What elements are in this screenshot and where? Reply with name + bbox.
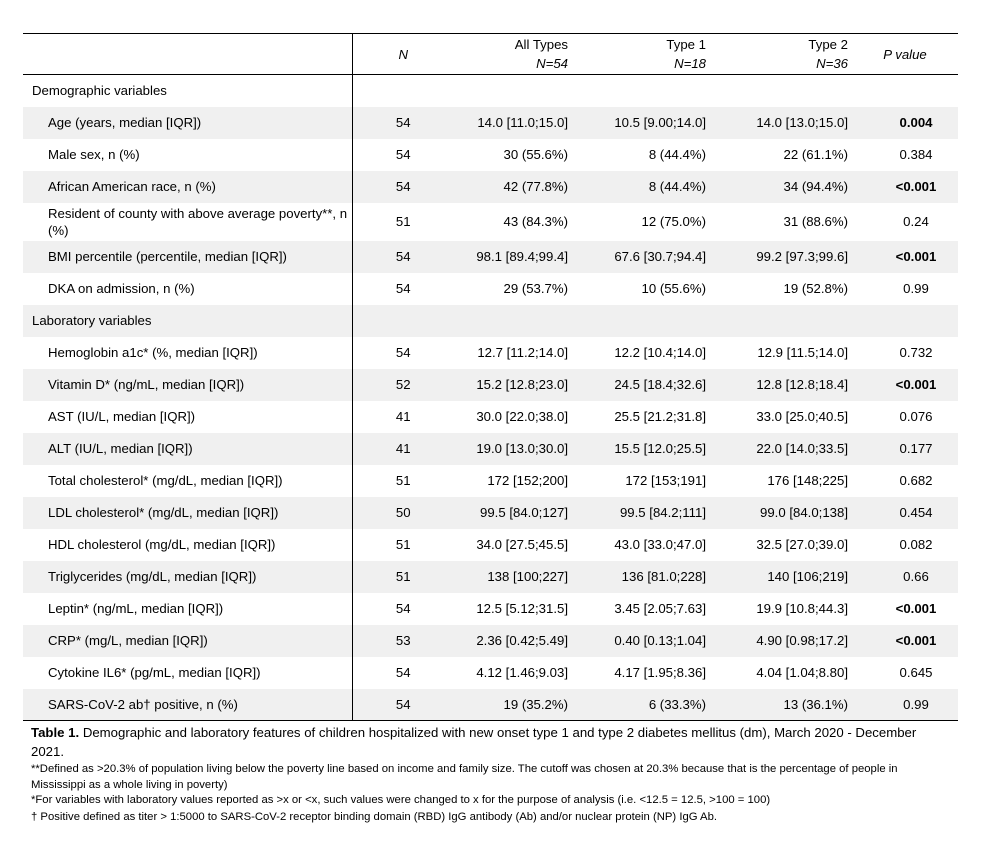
- table-row: [23, 203, 958, 241]
- table-row: [23, 369, 958, 401]
- cell-type2: 22 (61.1%): [783, 147, 848, 162]
- cell-type2: 32.5 [27.0;39.0]: [756, 537, 848, 552]
- cell-p-value: 0.076: [899, 409, 933, 424]
- section-label: Laboratory variables: [23, 305, 352, 337]
- cell-p-value: 0.004: [899, 115, 933, 130]
- cell-type2: 4.04 [1.04;8.80]: [756, 665, 848, 680]
- cell-type1: 24.5 [18.4;32.6]: [614, 377, 706, 392]
- cell-all-types: 12.7 [11.2;14.0]: [477, 345, 568, 360]
- row-label: Leptin* (ng/mL, median [IQR]): [23, 593, 352, 625]
- table-row: [23, 107, 958, 139]
- row-label: Vitamin D* (ng/mL, median [IQR]): [23, 369, 352, 401]
- empty-cell: [454, 75, 572, 107]
- row-label: ALT (IU/L, median [IQR]): [23, 433, 352, 465]
- cell-all-types: 4.12 [1.46;9.03]: [476, 665, 568, 680]
- cell-type1: 43.0 [33.0;47.0]: [614, 537, 706, 552]
- header-p-value: P value: [852, 34, 958, 75]
- cell-p-value: 0.99: [852, 689, 958, 721]
- cell-type1: 10.5 [9.00;14.0]: [614, 115, 706, 130]
- row-label: Resident of county with above average poverty**, n (%): [23, 203, 352, 241]
- cell-all-types: 2.36 [0.42;5.49]: [476, 633, 568, 648]
- table-row: [23, 497, 958, 529]
- cell-all-types: 12.5 [5.12;31.5]: [476, 601, 568, 616]
- cell-n: 54: [395, 147, 411, 162]
- empty-cell: [352, 305, 454, 337]
- section-row: [23, 75, 958, 107]
- table-row: [23, 529, 958, 561]
- cell-type2: 12.9 [11.5;14.0]: [757, 345, 848, 360]
- table-header: [23, 34, 958, 75]
- footnote-sars-cov-2: † Positive defined as titer > 1:5000 to SARS-CoV-2 receptor binding domain (RBD) IgG antibody (Ab) and/or nuclear protein (NP) IgG Ab.: [31, 811, 718, 823]
- cell-type2: 31 (88.6%): [783, 214, 848, 229]
- cell-all-types: 34.0 [27.5;45.5]: [476, 537, 568, 552]
- cell-all-types: 19.0 [13.0;30.0]: [476, 441, 568, 456]
- empty-cell: [852, 75, 958, 107]
- cell-type1: 15.5 [12.0;25.5]: [614, 441, 706, 456]
- cell-p-value: <0.001: [895, 633, 937, 648]
- cell-all-types: 138 [100;227]: [487, 569, 568, 584]
- cell-all-types: 98.1 [89.4;99.4]: [476, 249, 568, 264]
- cell-type2: 14.0 [13.0;15.0]: [756, 115, 848, 130]
- row-label: Age (years, median [IQR]): [23, 107, 352, 139]
- cell-n: 51: [395, 569, 411, 584]
- table-row: [23, 337, 958, 369]
- cell-type2: 176 [148;225]: [767, 473, 848, 488]
- row-label: HDL cholesterol (mg/dL, median [IQR]): [23, 529, 352, 561]
- cell-type1: 12.2 [10.4;14.0]: [614, 345, 706, 360]
- cell-all-types: 172 [152;200]: [487, 473, 568, 488]
- empty-cell: [454, 305, 572, 337]
- row-label: Cytokine IL6* (pg/mL, median [IQR]): [23, 657, 352, 689]
- cell-n: 54: [395, 115, 411, 130]
- header-all-types-label: All Types: [514, 37, 568, 52]
- header-all-types-n: N=54: [536, 56, 568, 71]
- cell-all-types: 42 (77.8%): [503, 179, 568, 194]
- table-row: [23, 433, 958, 465]
- table-row: [23, 273, 958, 305]
- cell-n: 51: [395, 214, 411, 229]
- table-container: [23, 33, 958, 721]
- cell-type1: 10 (55.6%): [641, 281, 706, 296]
- row-label: BMI percentile (percentile, median [IQR]): [23, 241, 352, 273]
- header-type1-n: N=18: [674, 56, 706, 71]
- cell-type2: 99.2 [97.3;99.6]: [756, 249, 848, 264]
- cell-type1: 136 [81.0;228]: [621, 569, 706, 584]
- cell-n: 50: [395, 505, 411, 520]
- footnote-poverty: **Defined as >20.3% of population living below the poverty line based on income and family size. The cutoff was chosen at 20.3% because that is the percentage of people in Mississippi as a whole living in poverty): [31, 763, 898, 791]
- cell-p-value: 0.24: [903, 214, 929, 229]
- cell-all-types: 30 (55.6%): [503, 147, 568, 162]
- cell-type1: 99.5 [84.2;111]: [619, 505, 706, 520]
- cell-all-types: 14.0 [11.0;15.0]: [477, 115, 568, 130]
- cell-all-types: 43 (84.3%): [503, 214, 568, 229]
- table-row: [23, 171, 958, 203]
- cell-type2: 22.0 [14.0;33.5]: [756, 441, 848, 456]
- cell-n: 54: [395, 601, 411, 616]
- row-label: Hemoglobin a1c* (%, median [IQR]): [23, 337, 352, 369]
- table-caption: [31, 724, 941, 761]
- cell-p-value: 0.384: [899, 147, 933, 162]
- cell-p-value: 0.177: [899, 441, 933, 456]
- cell-p-value: <0.001: [895, 179, 937, 194]
- section-label: Demographic variables: [23, 75, 352, 107]
- cell-p-value: 0.99: [903, 281, 929, 296]
- row-label: African American race, n (%): [23, 171, 352, 203]
- empty-cell: [572, 75, 710, 107]
- header-type1: [572, 34, 710, 75]
- header-type2-label: Type 2: [808, 37, 848, 52]
- cell-p-value: <0.001: [895, 377, 937, 392]
- row-label: Male sex, n (%): [23, 139, 352, 171]
- empty-cell: [852, 305, 958, 337]
- row-label: DKA on admission, n (%): [23, 273, 352, 305]
- cell-type1: 67.6 [30.7;94.4]: [614, 249, 706, 264]
- cell-n: 52: [395, 377, 411, 392]
- cell-p-value: <0.001: [895, 249, 937, 264]
- table-row: [23, 689, 958, 721]
- cell-p-value: <0.001: [895, 601, 937, 616]
- cell-n: 51: [395, 537, 411, 552]
- cell-all-types: 30.0 [22.0;38.0]: [476, 409, 568, 424]
- cell-all-types: 29 (53.7%): [503, 281, 568, 296]
- cell-type1: 172 [153;191]: [625, 473, 706, 488]
- cell-n: 41: [395, 409, 411, 424]
- cell-p-value: 0.454: [899, 505, 933, 520]
- cell-type1: 3.45 [2.05;7.63]: [614, 601, 706, 616]
- cell-type2: 99.0 [84.0;138]: [760, 505, 848, 520]
- table-row: [23, 561, 958, 593]
- cell-n: 51: [395, 473, 411, 488]
- header-n: N: [352, 34, 454, 75]
- cell-type2: 34 (94.4%): [783, 179, 848, 194]
- header-type2: [710, 34, 852, 75]
- table-row: [23, 241, 958, 273]
- caption-label: Table 1.: [31, 725, 80, 740]
- row-label: Triglycerides (mg/dL, median [IQR]): [23, 561, 352, 593]
- header-type2-n: N=36: [816, 56, 848, 71]
- cell-type1: 8 (44.4%): [648, 179, 706, 194]
- row-label: SARS-CoV-2 ab† positive, n (%): [23, 689, 352, 721]
- cell-all-types: 19 (35.2%): [454, 689, 572, 721]
- table-row: [23, 657, 958, 689]
- cell-n: 54: [395, 345, 411, 360]
- cell-p-value: 0.645: [899, 665, 933, 680]
- cell-type2: 4.90 [0.98;17.2]: [756, 633, 848, 648]
- cell-p-value: 0.732: [899, 345, 933, 360]
- cell-type1: 0.40 [0.13;1.04]: [614, 633, 706, 648]
- row-label: CRP* (mg/L, median [IQR]): [23, 625, 352, 657]
- cell-type2: 12.8 [12.8;18.4]: [756, 377, 848, 392]
- row-label: Total cholesterol* (mg/dL, median [IQR]): [23, 465, 352, 497]
- cell-type1: 6 (33.3%): [572, 689, 710, 721]
- table-body: [23, 75, 958, 721]
- cell-all-types: 15.2 [12.8;23.0]: [476, 377, 568, 392]
- empty-cell: [352, 75, 454, 107]
- table-row: [23, 593, 958, 625]
- header-variable: [23, 34, 352, 75]
- footnote-lab-values: *For variables with laboratory values reported as >x or <x, such values were changed to x for the purpose of analysis (i.e. <12.5 = 12.5, >100 = 100): [31, 794, 771, 806]
- header-all-types: [454, 34, 572, 75]
- header-type1-label: Type 1: [666, 37, 706, 52]
- cell-p-value: 0.682: [899, 473, 933, 488]
- data-table: [23, 33, 958, 721]
- row-label: LDL cholesterol* (mg/dL, median [IQR]): [23, 497, 352, 529]
- cell-p-value: 0.66: [903, 569, 929, 584]
- cell-type1: 25.5 [21.2;31.8]: [614, 409, 706, 424]
- empty-cell: [710, 75, 852, 107]
- table-row: [23, 401, 958, 433]
- caption-text: Demographic and laboratory features of children hospitalized with new onset type 1 and type 2 diabetes mellitus (dm), March 2020 - December 2021.: [31, 725, 917, 759]
- cell-all-types: 99.5 [84.0;127]: [480, 505, 568, 520]
- cell-p-value: 0.082: [899, 537, 933, 552]
- cell-n: 41: [395, 441, 411, 456]
- cell-type1: 12 (75.0%): [641, 214, 706, 229]
- cell-type2: 33.0 [25.0;40.5]: [756, 409, 848, 424]
- cell-n: 54: [395, 249, 411, 264]
- cell-n: 54: [395, 179, 411, 194]
- table-row: [23, 625, 958, 657]
- section-row: [23, 305, 958, 337]
- cell-type2: 19 (52.8%): [783, 281, 848, 296]
- cell-type2: 13 (36.1%): [710, 689, 852, 721]
- table-row: [23, 465, 958, 497]
- cell-type2: 140 [106;219]: [767, 569, 848, 584]
- cell-n: 53: [395, 633, 411, 648]
- cell-n: 54: [395, 665, 411, 680]
- cell-type2: 19.9 [10.8;44.3]: [756, 601, 848, 616]
- cell-type1: 8 (44.4%): [648, 147, 706, 162]
- row-label: AST (IU/L, median [IQR]): [23, 401, 352, 433]
- cell-type1: 4.17 [1.95;8.36]: [614, 665, 706, 680]
- cell-n: 54: [395, 281, 411, 296]
- empty-cell: [572, 305, 710, 337]
- table-row: [23, 139, 958, 171]
- empty-cell: [710, 305, 852, 337]
- cell-n: 54: [352, 689, 454, 721]
- header-row: [23, 34, 958, 75]
